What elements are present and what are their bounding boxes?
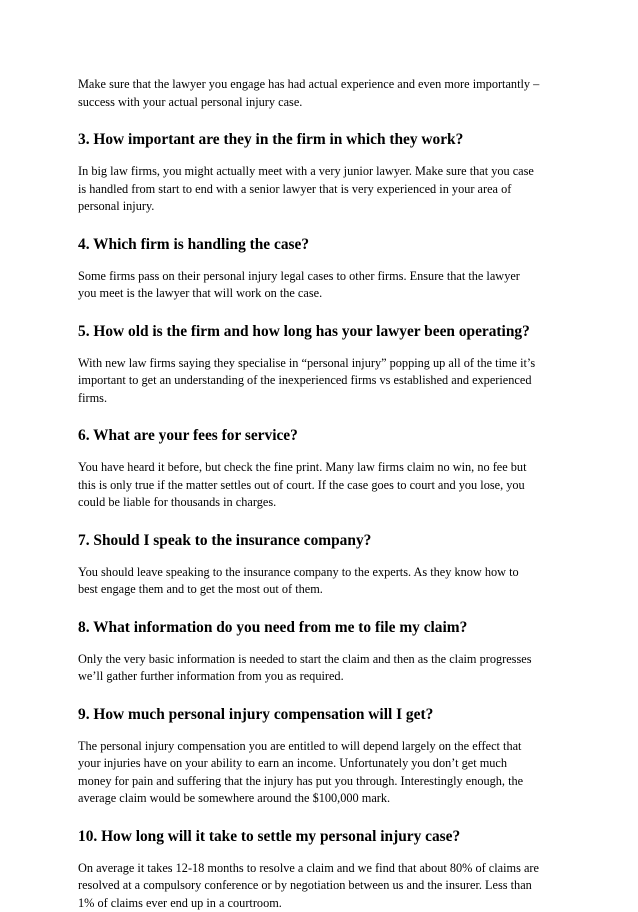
intro-line: Make sure that the lawyer you engage has had actual experience and even more importantly – bbox=[78, 76, 568, 94]
paragraph-line: You have heard it before, but check the fine print. Many law firms claim no win, no fee but bbox=[78, 459, 568, 477]
section-paragraph-5 bbox=[78, 355, 568, 408]
paragraph-line: your injuries have on your ability to earn an income. Unfortunately you don’t get much bbox=[78, 755, 568, 773]
section-heading-3: 3. How important are they in the firm in which they work? bbox=[78, 131, 568, 149]
paragraph-line: this is only true if the matter settles out of court. If the case goes to court and you lose, you bbox=[78, 477, 568, 495]
paragraph-line: The personal injury compensation you are entitled to will depend largely on the effect that bbox=[78, 738, 568, 756]
section-heading-7: 7. Should I speak to the insurance company? bbox=[78, 532, 568, 550]
paragraph-line: Only the very basic information is needed to start the claim and then as the claim progresses bbox=[78, 651, 568, 669]
paragraph-line: In big law firms, you might actually meet with a very junior lawyer. Make sure that you case bbox=[78, 163, 568, 181]
section-paragraph-6 bbox=[78, 459, 568, 512]
paragraph-line: best engage them and to get the most out of them. bbox=[78, 581, 568, 599]
paragraph-line: Some firms pass on their personal injury legal cases to other firms. Ensure that the lawyer bbox=[78, 268, 568, 286]
paragraph-line: you meet is the lawyer that will work on the case. bbox=[78, 285, 568, 303]
paragraph-line: is handled from start to end with a senior lawyer that is very experienced in your area of bbox=[78, 181, 568, 199]
paragraph-line: money for pain and suffering that the injury has put you through. Interestingly enough, the bbox=[78, 773, 568, 791]
paragraph-line: personal injury. bbox=[78, 198, 568, 216]
section-heading-5: 5. How old is the firm and how long has your lawyer been operating? bbox=[78, 323, 568, 341]
paragraph-line: important to get an understanding of the inexperienced firms vs established and experienced bbox=[78, 372, 568, 390]
paragraph-line: resolved at a compulsory conference or by negotiation between us and the insurer. Less than bbox=[78, 877, 568, 895]
section-heading-4: 4. Which firm is handling the case? bbox=[78, 236, 568, 254]
intro-paragraph bbox=[78, 76, 568, 111]
paragraph-line: On average it takes 12-18 months to resolve a claim and we find that about 80% of claims are bbox=[78, 860, 568, 878]
section-heading-9: 9. How much personal injury compensation will I get? bbox=[78, 706, 568, 724]
section-paragraph-8 bbox=[78, 651, 568, 686]
document-page bbox=[78, 76, 568, 912]
paragraph-line: could be liable for thousands in charges. bbox=[78, 494, 568, 512]
paragraph-line: 1% of claims ever end up in a courtroom. bbox=[78, 895, 568, 912]
paragraph-line: average claim would be somewhere around the $100,000 mark. bbox=[78, 790, 568, 808]
paragraph-line: You should leave speaking to the insurance company to the experts. As they know how to bbox=[78, 564, 568, 582]
section-paragraph-3 bbox=[78, 163, 568, 216]
section-heading-10: 10. How long will it take to settle my personal injury case? bbox=[78, 828, 568, 846]
paragraph-line: we’ll gather further information from you as required. bbox=[78, 668, 568, 686]
section-heading-6: 6. What are your fees for service? bbox=[78, 427, 568, 445]
section-heading-8: 8. What information do you need from me to file my claim? bbox=[78, 619, 568, 637]
section-paragraph-10 bbox=[78, 860, 568, 912]
section-paragraph-9 bbox=[78, 738, 568, 808]
intro-line: success with your actual personal injury case. bbox=[78, 94, 568, 112]
section-paragraph-4 bbox=[78, 268, 568, 303]
section-paragraph-7 bbox=[78, 564, 568, 599]
paragraph-line: With new law firms saying they specialise in “personal injury” popping up all of the time it’s bbox=[78, 355, 568, 373]
paragraph-line: firms. bbox=[78, 390, 568, 408]
